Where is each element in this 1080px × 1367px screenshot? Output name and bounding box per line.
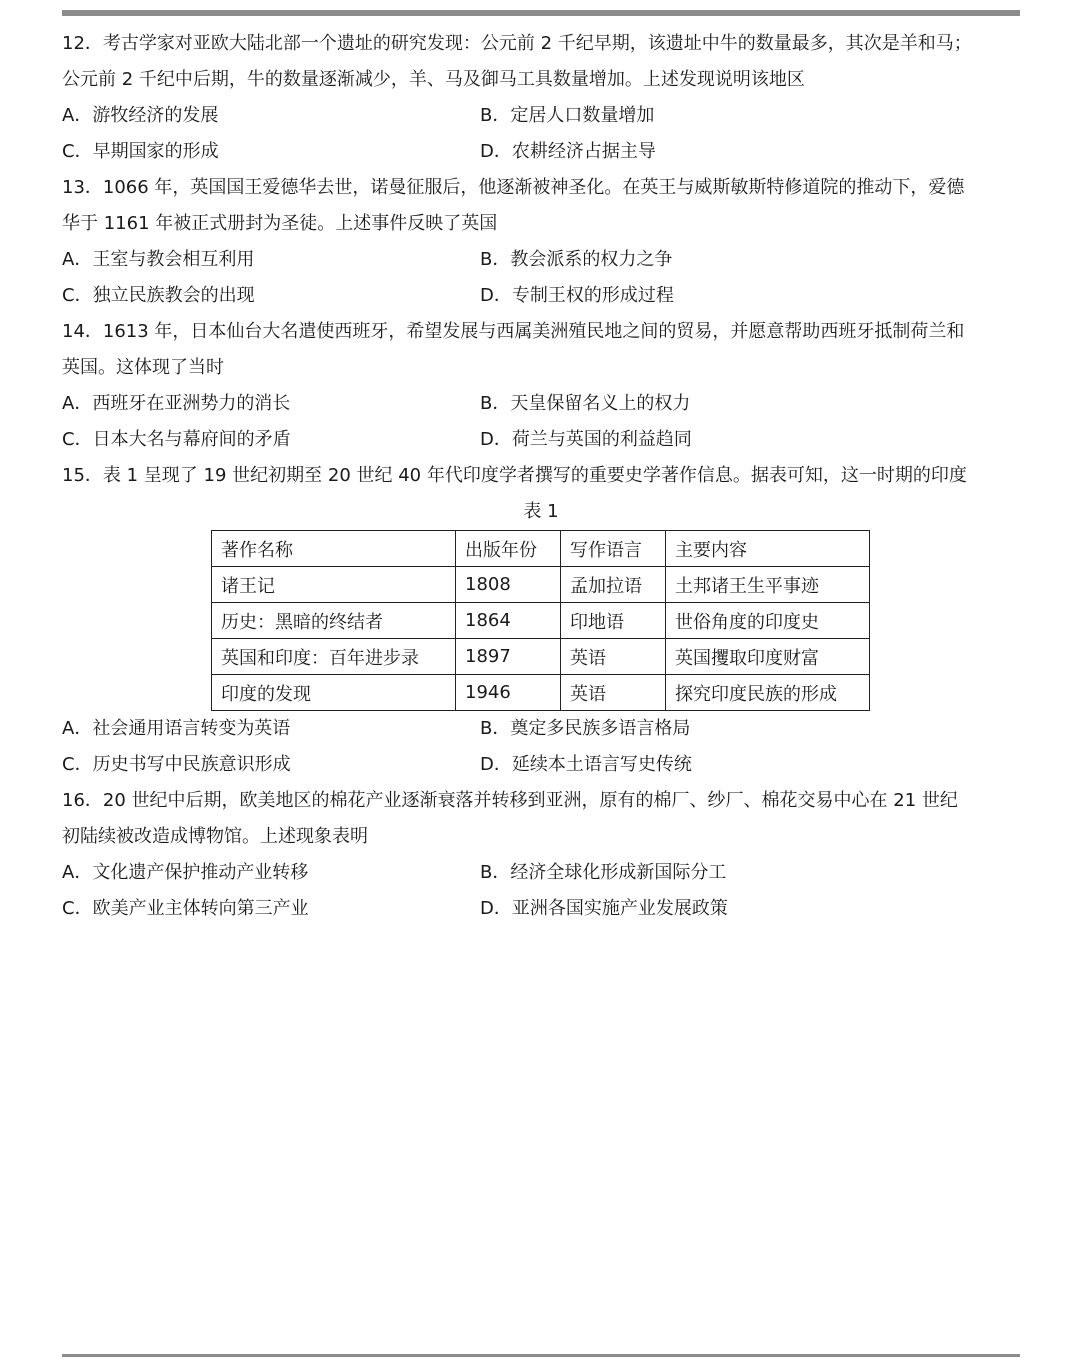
table-row bbox=[212, 603, 870, 639]
options-row bbox=[62, 134, 1020, 170]
options-row bbox=[62, 711, 1020, 747]
option-c: C．日本大名与幕府间的矛盾 bbox=[62, 429, 291, 450]
option-b: B．教会派系的权力之争 bbox=[480, 249, 673, 270]
option-d: D．延续本土语言写史传统 bbox=[480, 754, 692, 775]
question-15 bbox=[62, 458, 1020, 783]
table-cell: 1897 bbox=[456, 639, 561, 675]
question-16 bbox=[62, 783, 1020, 927]
table-header-cell: 著作名称 bbox=[212, 531, 456, 567]
table-cell: 英国攫取印度财富 bbox=[666, 639, 870, 675]
question-14 bbox=[62, 314, 1020, 458]
table-cell: 1946 bbox=[456, 675, 561, 711]
table-cell: 历史：黑暗的终结者 bbox=[212, 603, 456, 639]
option-b: B．奠定多民族多语言格局 bbox=[480, 718, 691, 739]
question-stem-line: 华于 1161 年被正式册封为圣徒。上述事件反映了英国 bbox=[62, 213, 498, 234]
option-c: C．独立民族教会的出现 bbox=[62, 285, 255, 306]
table-cell: 世俗角度的印度史 bbox=[666, 603, 870, 639]
table-cell: 1808 bbox=[456, 567, 561, 603]
table-cell: 1864 bbox=[456, 603, 561, 639]
question-stem-line: 15．表 1 呈现了 19 世纪初期至 20 世纪 40 年代印度学者撰写的重要史学著作信息。据表可知，这一时期的印度 bbox=[62, 465, 967, 486]
table-header-cell: 主要内容 bbox=[666, 531, 870, 567]
table-header-row bbox=[212, 531, 870, 567]
table-cell: 印度的发现 bbox=[212, 675, 456, 711]
question-12 bbox=[62, 26, 1020, 170]
table-cell: 印地语 bbox=[561, 603, 666, 639]
table-row bbox=[212, 567, 870, 603]
historiography-table bbox=[211, 530, 870, 711]
question-stem-line: 公元前 2 千纪中后期，牛的数量逐渐减少，羊、马及御马工具数量增加。上述发现说明该地区 bbox=[62, 69, 805, 90]
table-row bbox=[212, 675, 870, 711]
option-a: A．文化遗产保护推动产业转移 bbox=[62, 862, 309, 883]
table-header-cell: 写作语言 bbox=[561, 531, 666, 567]
table-cell: 英语 bbox=[561, 639, 666, 675]
table-cell: 孟加拉语 bbox=[561, 567, 666, 603]
question-stem-line: 14．1613 年，日本仙台大名遣使西班牙，希望发展与西属美洲殖民地之间的贸易，并愿意帮助西班牙抵制荷兰和 bbox=[62, 321, 965, 342]
options-row bbox=[62, 747, 1020, 783]
option-d: D．荷兰与英国的利益趋同 bbox=[480, 429, 692, 450]
options-row bbox=[62, 891, 1020, 927]
table-cell: 诸王记 bbox=[212, 567, 456, 603]
option-c: C．早期国家的形成 bbox=[62, 141, 219, 162]
question-stem-line: 初陆续被改造成博物馆。上述现象表明 bbox=[62, 826, 368, 847]
option-a: A．王室与教会相互利用 bbox=[62, 249, 255, 270]
table-header-cell: 出版年份 bbox=[456, 531, 561, 567]
question-list bbox=[62, 26, 1020, 927]
top-rule bbox=[62, 10, 1020, 16]
option-b: B．定居人口数量增加 bbox=[480, 105, 655, 126]
question-stem-line: 16．20 世纪中后期，欧美地区的棉花产业逐渐衰落并转移到亚洲，原有的棉厂、纱厂、棉花交易中心在 21 世纪 bbox=[62, 790, 958, 811]
bottom-rule bbox=[62, 1354, 1020, 1357]
table-cell: 探究印度民族的形成 bbox=[666, 675, 870, 711]
table-caption: 表 1 bbox=[523, 501, 559, 522]
option-d: D．农耕经济占据主导 bbox=[480, 141, 656, 162]
question-13 bbox=[62, 170, 1020, 314]
option-c: C．欧美产业主体转向第三产业 bbox=[62, 898, 309, 919]
options-row bbox=[62, 242, 1020, 278]
option-c: C．历史书写中民族意识形成 bbox=[62, 754, 291, 775]
option-d: D．亚洲各国实施产业发展政策 bbox=[480, 898, 728, 919]
options-row bbox=[62, 386, 1020, 422]
table-row bbox=[212, 639, 870, 675]
question-stem-line: 13．1066 年，英国国王爱德华去世，诺曼征服后，他逐渐被神圣化。在英王与威斯敏斯特修道院的推动下，爱德 bbox=[62, 177, 965, 198]
table-cell: 英国和印度：百年进步录 bbox=[212, 639, 456, 675]
option-b: B．经济全球化形成新国际分工 bbox=[480, 862, 727, 883]
option-a: A．游牧经济的发展 bbox=[62, 105, 219, 126]
question-stem-line: 12．考古学家对亚欧大陆北部一个遗址的研究发现：公元前 2 千纪早期，该遗址中牛的数量最多，其次是羊和马； bbox=[62, 33, 972, 54]
table-cell: 土邦诸王生平事迹 bbox=[666, 567, 870, 603]
option-b: B．天皇保留名义上的权力 bbox=[480, 393, 691, 414]
options-row bbox=[62, 98, 1020, 134]
question-stem-line: 英国。这体现了当时 bbox=[62, 357, 224, 378]
options-row bbox=[62, 278, 1020, 314]
table-cell: 英语 bbox=[561, 675, 666, 711]
options-row bbox=[62, 422, 1020, 458]
option-d: D．专制王权的形成过程 bbox=[480, 285, 674, 306]
option-a: A．西班牙在亚洲势力的消长 bbox=[62, 393, 291, 414]
options-row bbox=[62, 855, 1020, 891]
option-a: A．社会通用语言转变为英语 bbox=[62, 718, 291, 739]
